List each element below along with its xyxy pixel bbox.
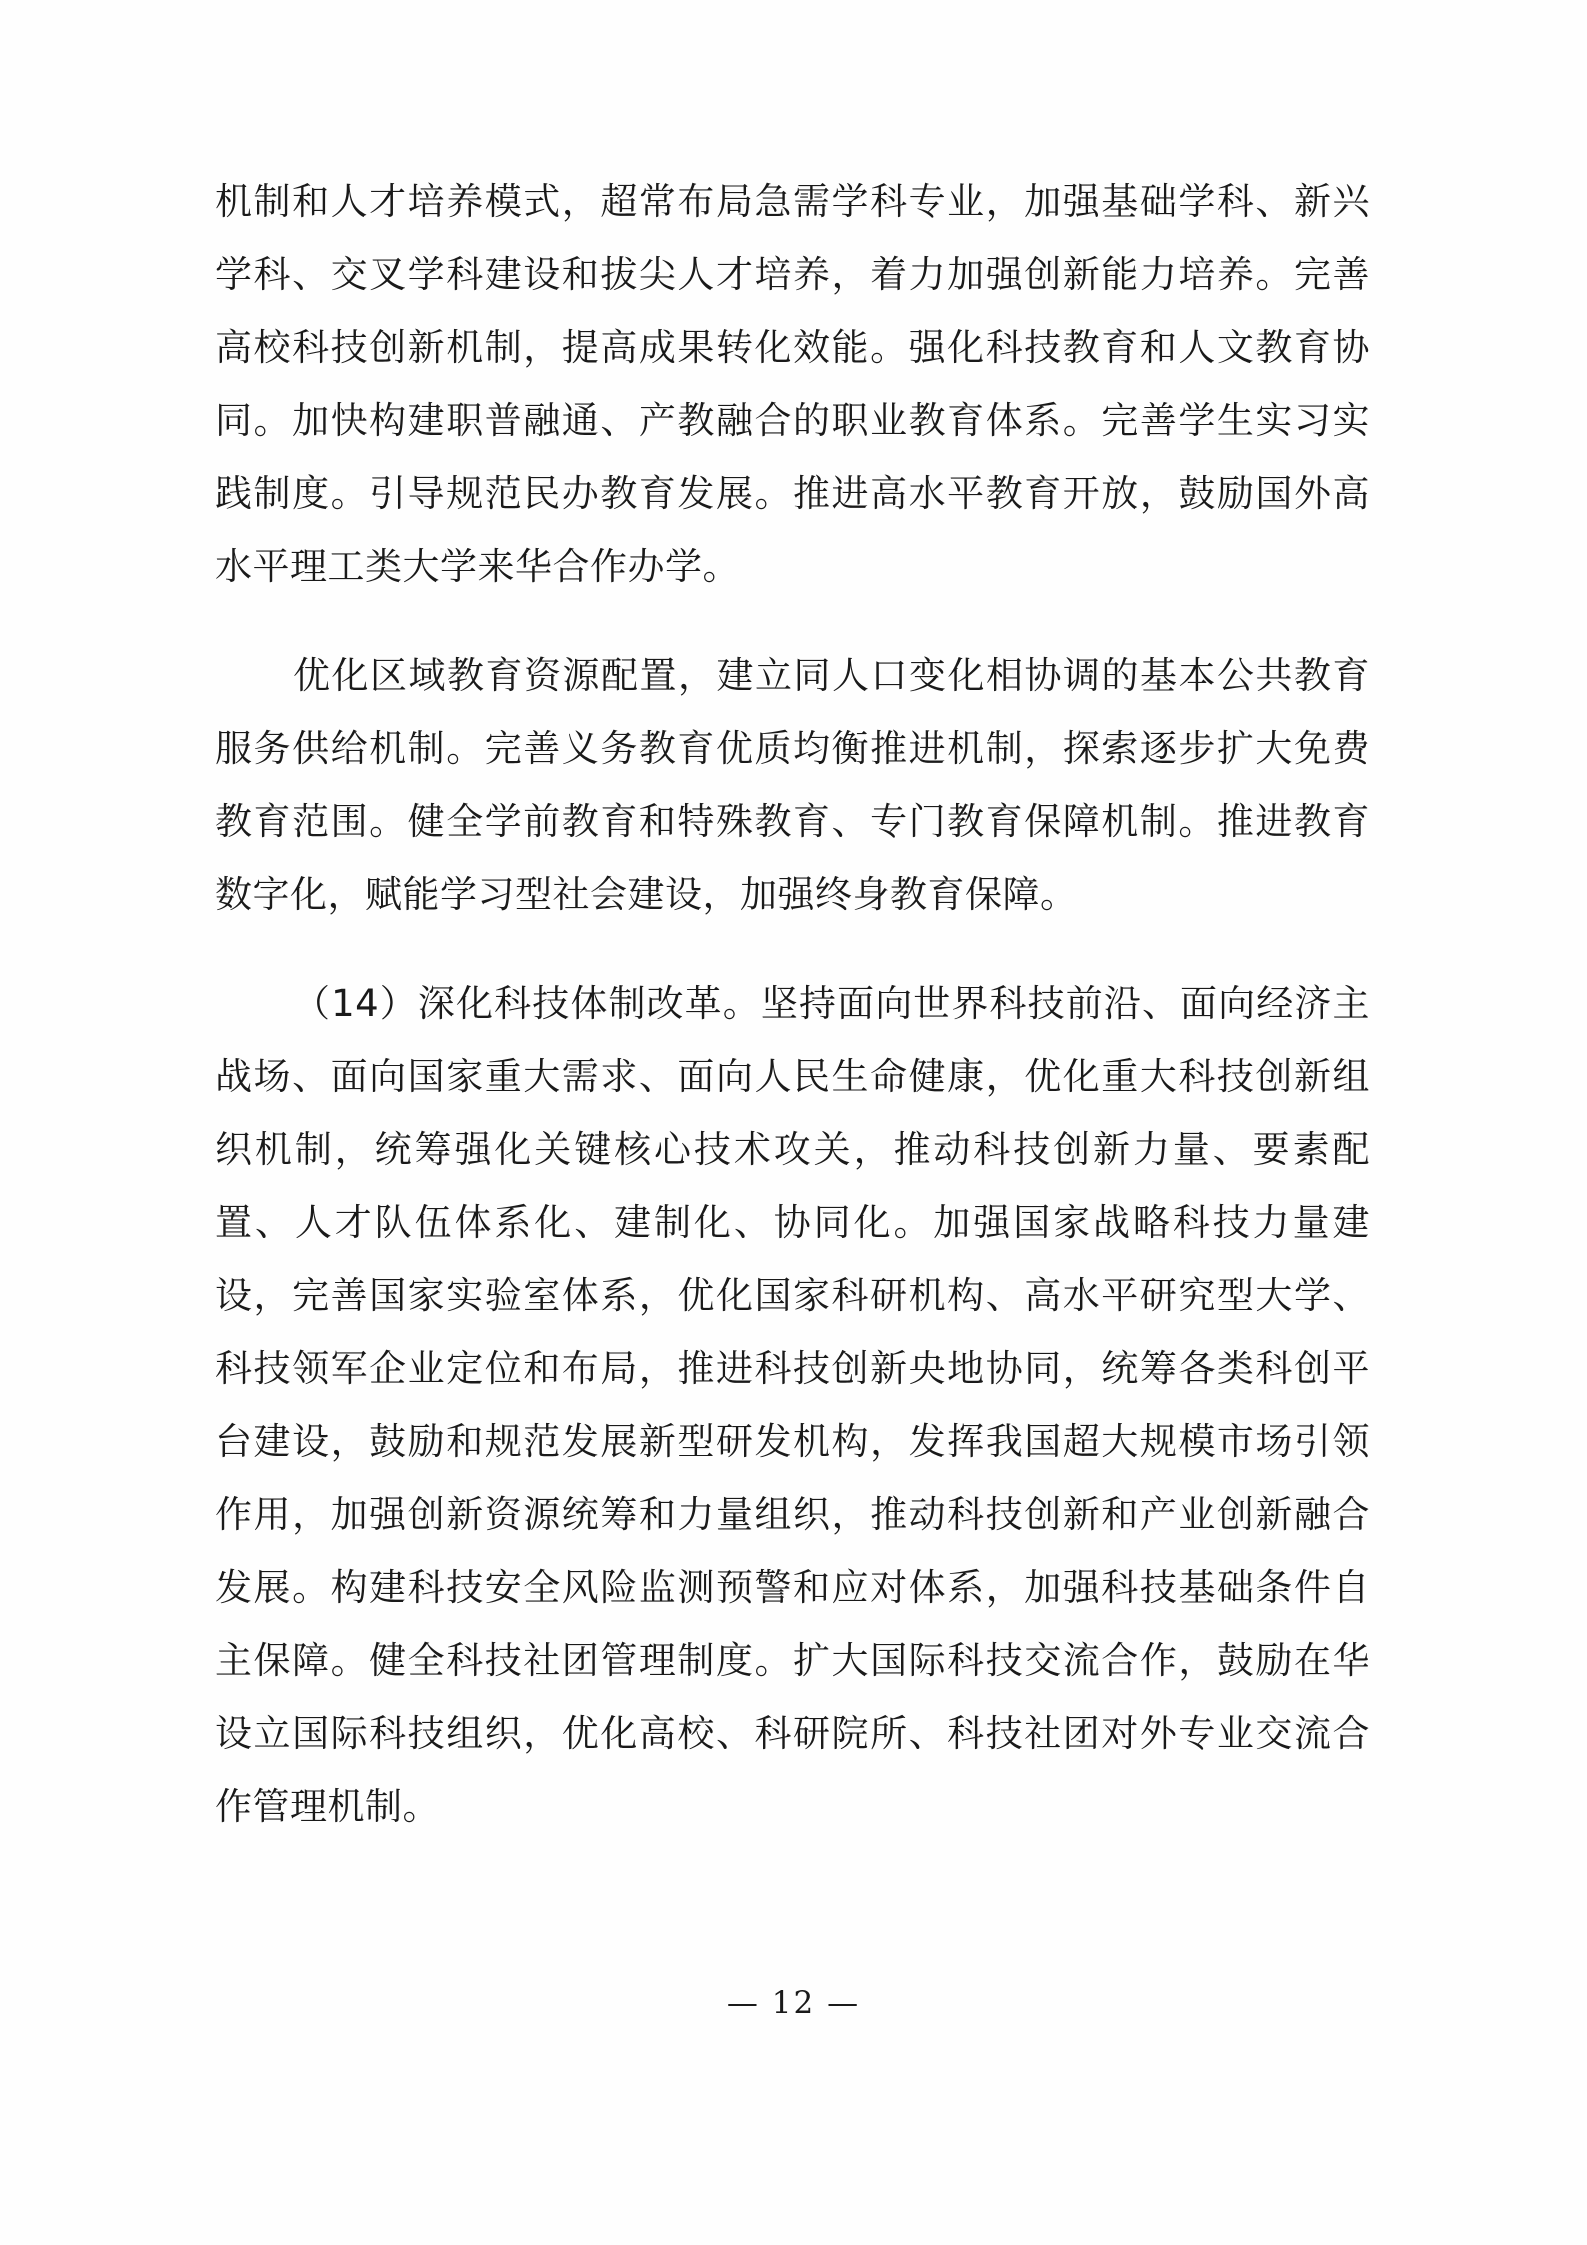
paragraph-item-14: （14）深化科技体制改革。坚持面向世界科技前沿、面向经济主战场、面向国家重大需求、面向人民生命健康，优化重大科技创新组织机制，统筹强化关键核心技术攻关，推动科技创新力量、要素配置、人才队伍体系化、建制化、协同化。加强国家战略科技力量建设，完善国家实验室体系，优化国家科研机构、高水平研究型大学、科技领军企业定位和布局，推进科技创新央地协同，统筹各类科创平台建设，鼓励和规范发展新型研发机构，发挥我国超大规模市场引领作用，加强创新资源统筹和力量组织，推动科技创新和产业创新融合发展。构建科技安全风险监测预警和应对体系，加强科技基础条件自主保障。健全科技社团管理制度。扩大国际科技交流合作，鼓励在华设立国际科技组织，优化高校、科研院所、科技社团对外专业交流合作管理机制。: [215, 982, 1370, 1828]
page-footer: [0, 1985, 1587, 2021]
paragraph-spacer: [215, 953, 1370, 967]
paragraph-spacer: [215, 625, 1370, 639]
paragraph-regional-education: 优化区域教育资源配置，建立同人口变化相协调的基本公共教育服务供给机制。完善义务教育优质均衡推进机制，探索逐步扩大免费教育范围。健全学前教育和特殊教育、专门教育保障机制。推进教育数字化，赋能学习型社会建设，加强终身教育保障。: [215, 654, 1370, 916]
page-body: [215, 165, 1370, 1865]
page-number: — 12 —: [726, 1985, 861, 2021]
paragraph-education-continued: 机制和人才培养模式，超常布局急需学科专业，加强基础学科、新兴学科、交叉学科建设和拔尖人才培养，着力加强创新能力培养。完善高校科技创新机制，提高成果转化效能。强化科技教育和人文教育协同。加快构建职普融通、产教融合的职业教育体系。完善学生实习实践制度。引导规范民办教育发展。推进高水平教育开放，鼓励国外高水平理工类大学来华合作办学。: [215, 180, 1370, 588]
